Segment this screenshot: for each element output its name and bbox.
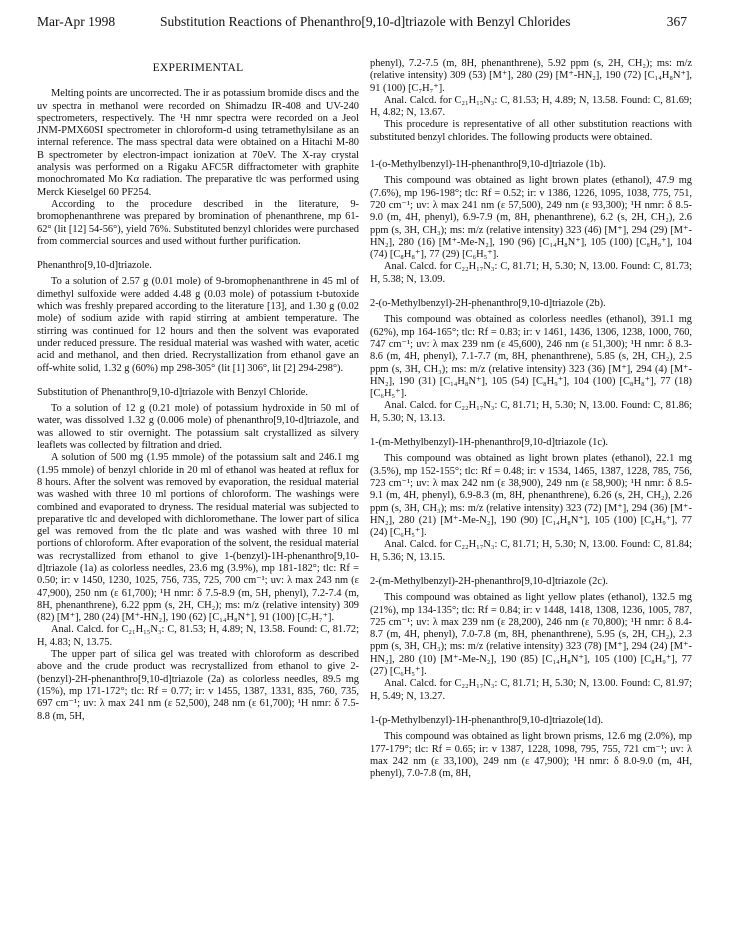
running-header xyxy=(0,14,729,34)
paragraph: This procedure is representative of all other substitution reactions with substituted benzyl chlorides. The following products were obtained. xyxy=(370,119,692,143)
subheading: Phenanthro[9,10-d]triazole. xyxy=(37,260,152,272)
paragraph: To a solution of 12 g (0.21 mole) of potassium hydroxide in 50 ml of water, was dissolved 1.32 g (0.006 mole) of phenanthro[9,10-d]triazole, and was allowed to stir overnight. The potassium salt crystallized as silvery leaflets was collected by filtration and dried. xyxy=(37,403,359,452)
left-column xyxy=(37,58,359,723)
right-column xyxy=(370,58,692,780)
paragraph: The upper part of silica gel was treated with chloroform as described above and the crude product was recrystallized from ethanol to give 2-(benzyl)-2H-phenanthro[9,10-d]triazole (2a) as colorless needles, 89.5 mg (15%), mp 171-172°; tlc: Rf = 0.77; ir: v 1455, 1387, 1331, 835, 760, 735, 697 cm⁻¹; uv: λ max 241 nm (ε 52,500), 248 nm (ε 61,700); ¹H nmr: δ 7.5-8.8 (m, 5H, xyxy=(37,649,359,722)
header-title: Substitution Reactions of Phenanthro[9,10-d]triazole with Benzyl Chlorides xyxy=(160,14,571,29)
compound-heading: 2-(m-Methylbenzyl)-2H-phenanthro[9,10-d]triazole (2c). xyxy=(370,575,609,587)
subheading: Substitution of Phenanthro[9,10-d]triazole with Benzyl Chloride. xyxy=(37,386,308,398)
header-date: Mar-Apr 1998 xyxy=(37,14,116,29)
paragraph: A solution of 500 mg (1.95 mmole) of the potassium salt and 246.1 mg (1.95 mmole) of benzyl chloride in 20 ml of ethanol was heated at reflux for 8 hours. After the solvent was removed by evaporation, the residual material was washed with three 10 ml portions of chloroform. The washings were combined and evaporated to dryness. The residual material was subjected to preparative tlc and developed with dichloromethane. The lower part of silica gel was removed from the tlc plate and was washed with three 10 ml portions of chloroform. After evaporation of the solvent, the residual material was recrystallized from ethanol to give 1-(benzyl)-1H-phenanthro[9,10-d]triazole (1a) as colorless needles, 23.6 mg (3.9%), mp 181-182°; tlc: Rf = 0.50; ir: v 1450, 1230, 1025, 756, 735, 725, 700 cm⁻¹; uv: λ max 243 nm (ε 47,900), 250 nm (ε 61,700); ¹H nmr: δ 7.5-8.9 (m, 5H, phenyl), 7.2-7.4 (m, 8H, phenanthrene), 6.22 ppm (s, 2H, CH₂); ms: m/z (relative intensity) 309 (82) [M⁺], 280 (24) [M⁺-HN₂], 190 (62) [C₁₄H₈N⁺], 91 (100) [C₇H₇⁺]. xyxy=(37,452,360,624)
paragraph: This compound was obtained as light brown plates (ethanol), 47.9 mg (7.6%), mp 196-198°; tlc: Rf = 0.52; ir: v 1386, 1226, 1095, 1038, 775, 751, 720 cm⁻¹; uv: λ max 241 nm (ε 57,500), 249 nm (ε 93,300); ¹H nmr: δ 8.5-9.0 (m, 4H, phenyl), 6.9-7.9 (m, 8H, phenanthrene), 6.2 (s, 2H, CH₂), 2.6 ppm (s, 3H, CH₃); ms: m/z (relative intensity) 323 (46) [M⁺], 294 (29) [M⁺-HN₂], 280 (16) [M⁺-Me-N₂], 190 (96) [C₁₄H₈N⁺], 105 (100) [C₈H₉⁺], 104 (74) [C₈H₈⁺], 77 (29) [C₆H₅⁺]. xyxy=(370,175,692,261)
paragraph: This compound was obtained as light brown plates (ethanol), 22.1 mg (3.5%), mp 152-155°; tlc: Rf = 0.48; ir: v 1534, 1465, 1387, 1228, 785, 756, 723 cm⁻¹; uv: λ max 242 nm (ε 38,900), 249 nm (ε 58,900); ¹H nmr: δ 8.5-9.1 (m, 4H, phenyl), 6.9-8.3 (m, 8H, phenanthrene), 6.26 (s, 2H, CH₂), 2.26 ppm (s, 3H, CH₃); ms: m/z (relative intensity) 323 (72) [M⁺], 294 (36) [M⁺-HN₂], 280 (21) [M⁺-Me-N₂], 190 (90) [C₁₄H₈N⁺], 105 (100) [C₈H₉⁺], 77 (24) [C₆H₅⁺]. xyxy=(370,453,692,539)
compound-heading: 1-(m-Methylbenzyl)-1H-phenanthro[9,10-d]triazole (1c). xyxy=(370,437,609,449)
analysis-line: Anal. Calcd. for C₂₁H₁₅N₃: C, 81.53; H, 4.89; N, 13.58. Found: C, 81.69; H, 4.82; N, 13.67. xyxy=(370,94,692,119)
paragraph: Melting points are uncorrected. The ir as potassium bromide discs and the uv spectra in methanol were recorded on Shimadzu IR-408 and UV-240 spectrometers, respectively. The ¹H nmr spectra were recorded on a Jeol JNM-PMX60SI spectrometer in chloroform-d using tetramethylsilane as an internal reference. The mass spectral data were obtained on a Hitachi M-80 B spectrometer by electron-impact ionization at 70eV. The X-ray crystal analysis was performed on a Rigaku AFC5R diffractometer with graphite monochromated Mo Kα radiation. The preparative tlc was performed using Merck Kieselgel 60 PF254. xyxy=(37,88,359,198)
section-heading: EXPERIMENTAL xyxy=(152,62,244,74)
paragraph: phenyl), 7.2-7.5 (m, 8H, phenanthrene), 5.92 ppm (s, 2H, CH₂); ms: m/z (relative intensity) 309 (53) [M⁺], 280 (29) [M⁺-HN₂], 190 (72) [C₁₄H₈N⁺], 91 (100) [C₇H₇⁺]. xyxy=(370,58,692,94)
analysis-line: Anal. Calcd. for C₂₂H₁₇N₃: C, 81.71; H, 5.30; N, 13.00. Found: C, 81.97; H, 5.49; N, 13.27. xyxy=(370,678,692,702)
compound-heading: 2-(o-Methylbenzyl)-2H-phenanthro[9,10-d]triazole (2b). xyxy=(370,298,606,310)
paragraph: According to the procedure described in the literature, 9-bromophenanthrene was prepared by bromination of phenanthrene, mp 61-62° (lit [12] 54-56°), yield 76%. Substituted benzyl chlorides were purchased from commercial sources and used without further purification. xyxy=(37,198,359,247)
paragraph: This compound was obtained as colorless needles (ethanol), 391.1 mg (62%), mp 164-165°; tlc: Rf = 0.83; ir: v 1461, 1436, 1306, 1238, 1000, 760, 747 cm⁻¹; uv: λ max 239 nm (ε 45,600), 246 nm (ε 51,300); ¹H nmr: δ 8.3-8.6 (m, 4H, phenyl), 7.1-7.7 (m, 8H, phenanthrene), 5.85 (s, 2H, CH₂), 2.5 ppm (s, 3H, CH₃); ms: m/z (relative intensity) 323 (36) [M⁺], 294 (4) [M⁺-HN₂], 190 (31) [C₁₄H₈N⁺], 105 (54) [C₈H₉⁺], 104 (100) [C₈H₈⁺], 77 (18) [C₆H₅⁺]. xyxy=(370,314,692,400)
analysis-line: Anal. Calcd. for C₂₂H₁₇N₃: C, 81.71; H, 5.30; N, 13.00. Found: C, 81.73; H, 5.38; N, 13.09. xyxy=(370,261,692,285)
paragraph: To a solution of 2.57 g (0.01 mole) of 9-bromophenanthrene in 45 ml of dimethyl sulfoxide were added 4.48 g (0.03 mole) of potassium t-butoxide which was freshly prepared according to the literature [13], and 1.30 g (0.02 mole) of sodium azide with rapid stirring at ambient temperature. The stirring was continued for 12 hours and then the solvent was evaporated under reduced pressure. The residual material was washed with water, acetic acid and methanol, and then dried. Recrystallization from ethanol gave an off-white solid, 1.32 g (60%) mp 298-305° (lit [1] 306°, lit [2] 294-298°). xyxy=(37,276,359,374)
paragraph: This compound was obtained as light yellow plates (ethanol), 132.5 mg (21%), mp 134-135°; tlc: Rf = 0.84; ir: v 1448, 1418, 1308, 1236, 1005, 787, 725 cm⁻¹; uv: λ max 239 nm (ε 28,200), 246 nm (ε 70,800); ¹H nmr: δ 8.4-8.7 (m, 4H, phenyl), 7.0-7.8 (m, 8H, phenanthrene), 5.95 (s, 2H, CH₂), 2.3 ppm (s, 3H, CH₃); ms: m/z (relative intensity) 323 (78) [M⁺], 294 (24) [M⁺-HN₂], 280 (10) [M⁺-Me-N₂], 190 (85) [C₁₄H₈N⁺], 105 (100) [C₈H₉⁺], 77 (27) [C₆H₅⁺]. xyxy=(370,592,692,678)
page-number: 367 xyxy=(666,14,687,29)
compound-heading: 1-(o-Methylbenzyl)-1H-phenanthro[9,10-d]triazole (1b). xyxy=(370,159,606,171)
compound-heading: 1-(p-Methylbenzyl)-1H-phenanthro[9,10-d]triazole(1d). xyxy=(370,714,604,726)
paragraph: This compound was obtained as light brown prisms, 12.6 mg (2.0%), mp 177-179°; tlc: Rf = 0.65; ir: v 1387, 1228, 1098, 795, 755, 721 cm⁻¹; uv: λ max 242 nm (ε 33,100), 249 nm (ε 47,900); ¹H nmr: δ 8.0-9.0 (m, 4H, phenyl), 7.0-7.8 (m, 8H, xyxy=(370,731,692,780)
analysis-line: Anal. Calcd. for C₂₁H₁₅N₃: C, 81.53; H, 4.89; N, 13.58. Found: C, 81.72; H, 4.83; N, 13.75. xyxy=(37,624,359,648)
analysis-line: Anal. Calcd. for C₂₂H₁₇N₃: C, 81.71; H, 5.30; N, 13.00. Found: C, 81.86; H, 5.30; N, 13.13. xyxy=(370,400,692,424)
analysis-line: Anal. Calcd. for C₂₂H₁₇N₃: C, 81.71; H, 5.30; N, 13.00. Found: C, 81.84; H, 5.36; N, 13.15. xyxy=(370,539,692,563)
